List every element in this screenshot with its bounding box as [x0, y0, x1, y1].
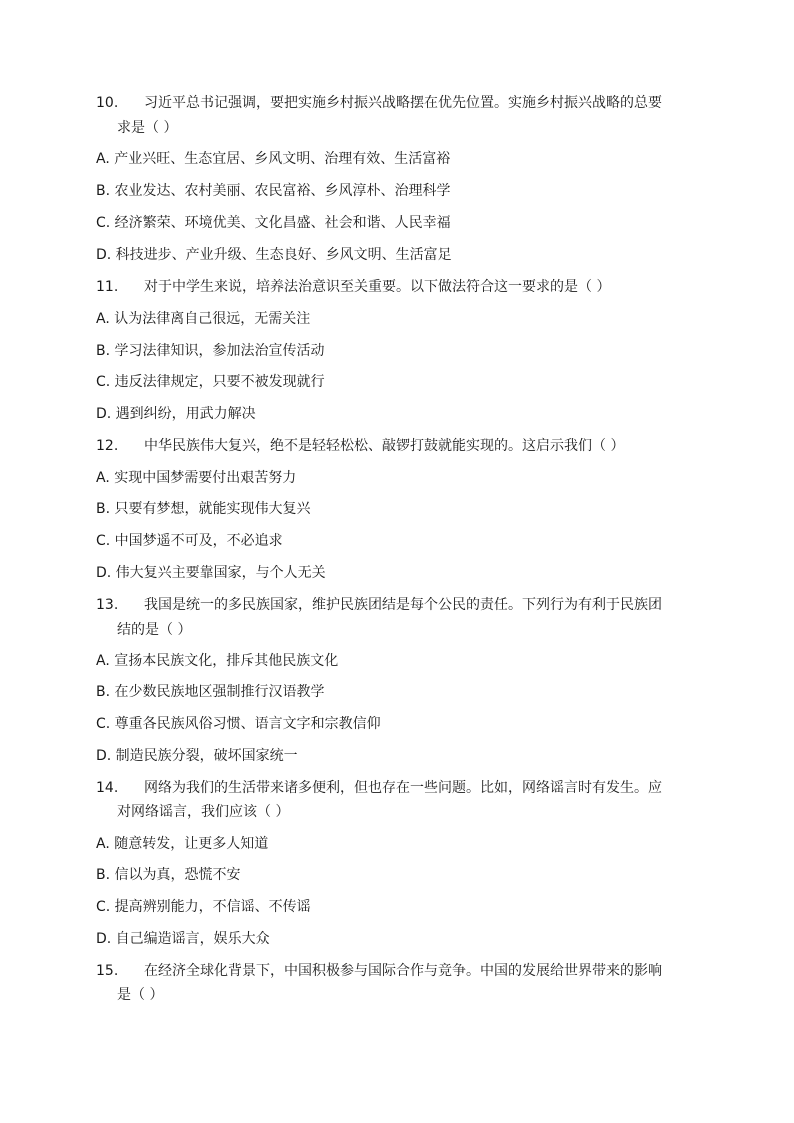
- question-text: 对于中学生来说，培养法治意识至关重要。以下做法符合这一要求的是（ ）: [144, 279, 611, 295]
- question-11-option-d: D. 遇到纠纷，用武力解决: [96, 406, 256, 422]
- question-11-stem: [96, 277, 610, 297]
- question-12-stem: [96, 436, 624, 456]
- question-13-option-b: B. 在少数民族地区强制推行汉语教学: [96, 684, 325, 700]
- question-12-option-a: A. 实现中国梦需要付出艰苦努力: [96, 470, 297, 486]
- question-number: 14.: [96, 780, 119, 796]
- question-14-option-b: B. 信以为真，恐慌不安: [96, 867, 241, 883]
- question-text: 在经济全球化背景下，中国积极参与国际合作与竞争。中国的发展给世界带来的影响: [144, 963, 662, 979]
- question-11-option-c: C. 违反法律规定，只要不被发现就行: [96, 374, 325, 390]
- question-13-option-a: A. 宣扬本民族文化，排斥其他民族文化: [96, 653, 339, 669]
- question-12-option-c: C. 中国梦遥不可及，不必追求: [96, 533, 283, 549]
- question-14-option-a: A. 随意转发，让更多人知道: [96, 836, 269, 852]
- question-12-option-d: D. 伟大复兴主要靠国家，与个人无关: [96, 565, 326, 581]
- question-14-stem-cont: 对网络谣言，我们应该（ ）: [117, 804, 290, 820]
- question-text: 中华民族伟大复兴，绝不是轻轻松松、敲锣打鼓就能实现的。这启示我们（ ）: [144, 438, 625, 454]
- question-13-option-c: C. 尊重各民族风俗习惯、语言文字和宗教信仰: [96, 716, 381, 732]
- question-14-option-c: C. 提高辨别能力，不信谣、不传谣: [96, 899, 311, 915]
- question-14-option-d: D. 自己编造谣言，娱乐大众: [96, 931, 270, 947]
- question-10-stem-cont: 求是（ ）: [117, 120, 178, 136]
- question-14-stem: [96, 778, 662, 798]
- question-11-option-a: A. 认为法律离自己很远，无需关注: [96, 311, 311, 327]
- question-12-option-b: B. 只要有梦想，就能实现伟大复兴: [96, 501, 311, 517]
- question-11-option-b: B. 学习法律知识，参加法治宣传活动: [96, 343, 325, 359]
- question-number: 13.: [96, 597, 119, 613]
- question-15-stem-cont: 是（ ）: [117, 987, 164, 1003]
- question-text: 我国是统一的多民族国家，维护民族团结是每个公民的责任。下列行为有利于民族团: [144, 597, 662, 613]
- question-number: 11.: [96, 279, 119, 295]
- question-number: 10.: [96, 95, 119, 111]
- question-10-stem: [96, 93, 662, 113]
- question-13-stem-cont: 结的是（ ）: [117, 622, 192, 638]
- question-13-option-d: D. 制造民族分裂，破坏国家统一: [96, 748, 298, 764]
- question-10-option-d: D. 科技进步、产业升级、生态良好、乡风文明、生活富足: [96, 247, 452, 263]
- question-number: 15.: [96, 963, 119, 979]
- question-text: 网络为我们的生活带来诸多便利，但也存在一些问题。比如，网络谣言时有发生。应: [144, 780, 662, 796]
- question-13-stem: [96, 595, 662, 615]
- question-number: 12.: [96, 438, 119, 454]
- question-10-option-a: A. 产业兴旺、生态宜居、乡风文明、治理有效、生活富裕: [96, 151, 451, 167]
- question-10-option-c: C. 经济繁荣、环境优美、文化昌盛、社会和谐、人民幸福: [96, 215, 451, 231]
- question-text: 习近平总书记强调，要把实施乡村振兴战略摆在优先位置。实施乡村振兴战略的总要: [144, 95, 662, 111]
- question-10-option-b: B. 农业发达、农村美丽、农民富裕、乡风淳朴、治理科学: [96, 183, 451, 199]
- question-15-stem: [96, 961, 662, 981]
